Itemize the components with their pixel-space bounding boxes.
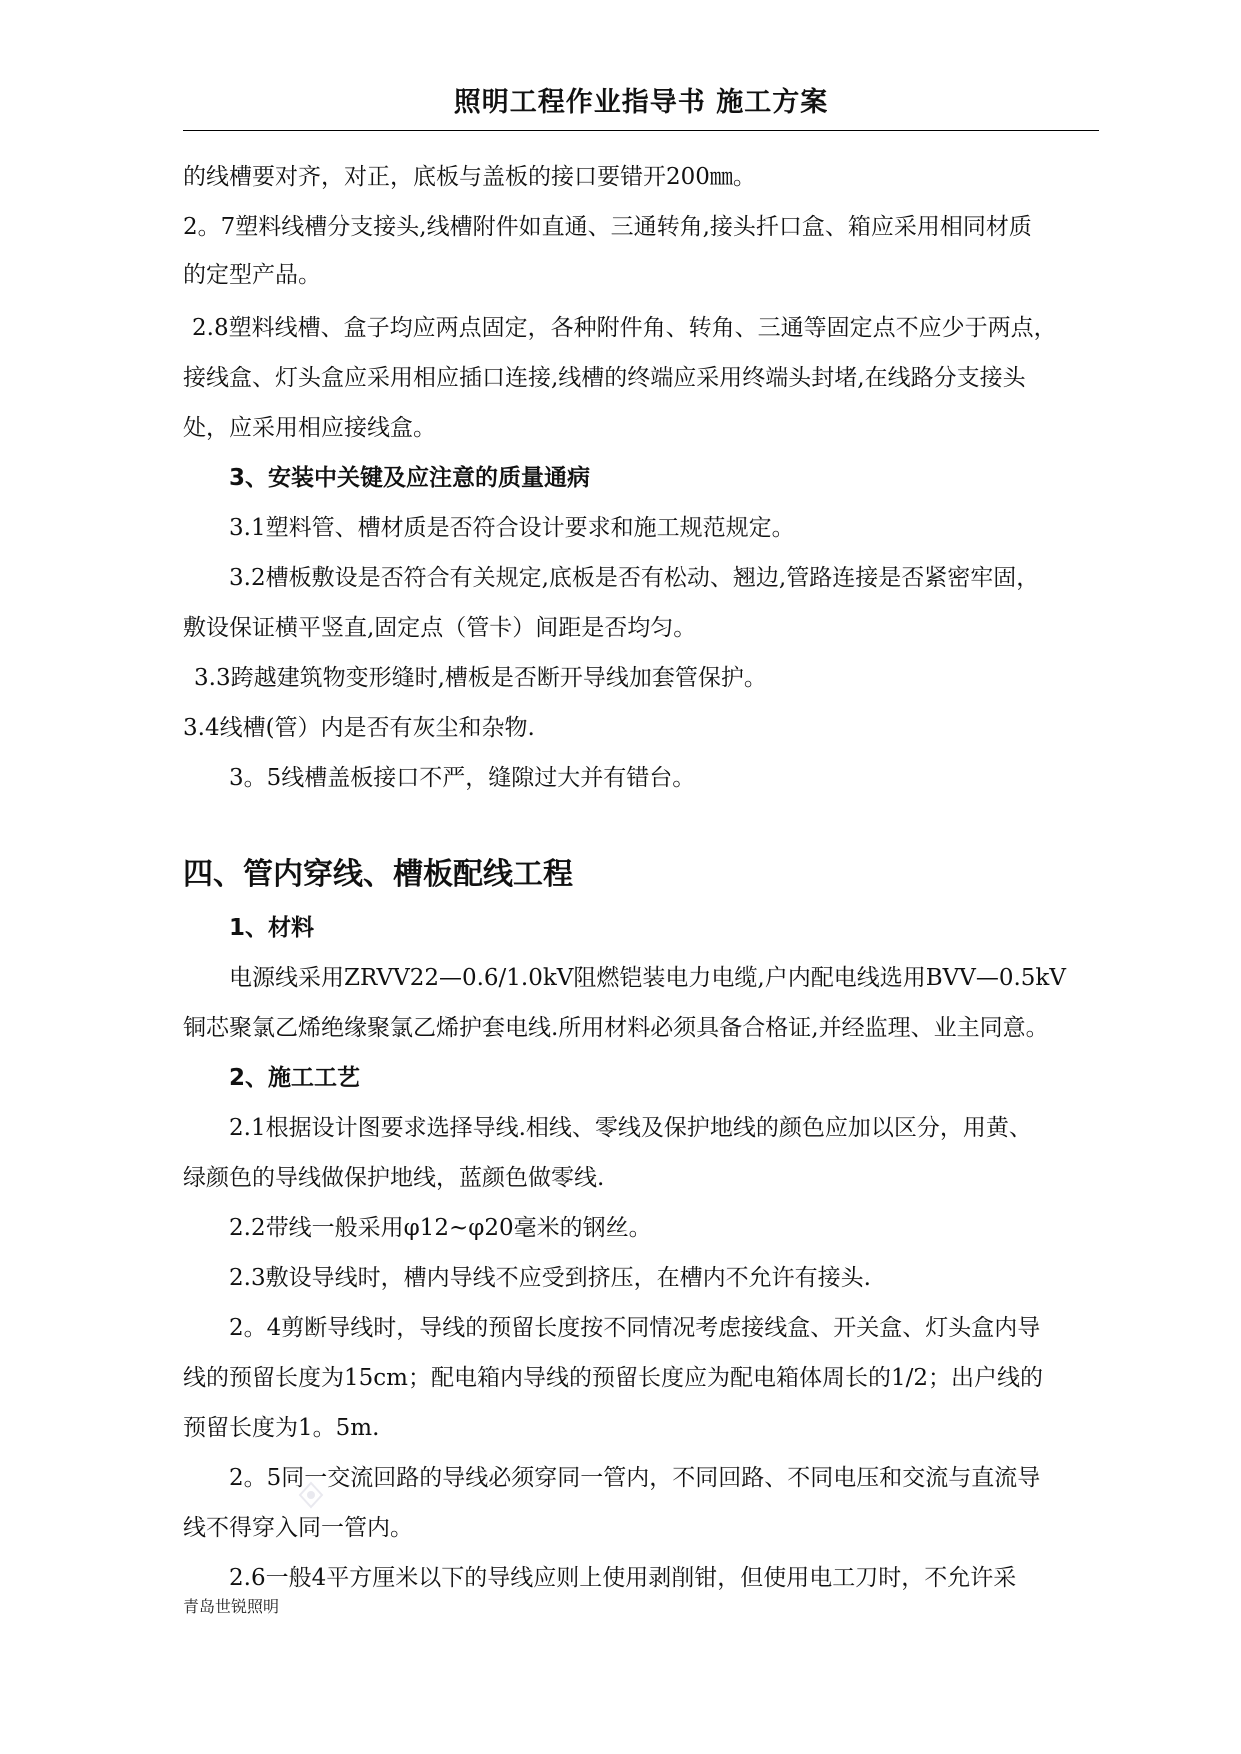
- paragraph-line: 2。5同一交流回路的导线必须穿同一管内，不同回路、不同电压和交流与直流导: [229, 1465, 1041, 1491]
- paragraph-line: 的定型产品。: [183, 262, 321, 288]
- page-header: [183, 84, 1099, 131]
- paragraph-line: 电源线采用ZRVV22—0.6/1.0kV阻燃铠装电力电缆,户内配电线选用BVV—0.5kV: [229, 965, 1066, 991]
- paragraph-line: 的线槽要对齐，对正，底板与盖板的接口要错开200㎜。: [183, 164, 756, 190]
- section-heading: 四、管内穿线、槽板配线工程: [183, 857, 573, 892]
- paragraph-line: 2.6一般4平方厘米以下的导线应则上使用剥削钳，但使用电工刀时，不允许采: [229, 1565, 1017, 1591]
- paragraph-line: 2.2带线一般采用φ12~φ20毫米的钢丝。: [229, 1215, 652, 1241]
- footer-company: 青岛世锐照明: [183, 1597, 280, 1616]
- paragraph-line: 3。5线槽盖板接口不严，缝隙过大并有错台。: [229, 765, 696, 791]
- paragraph-line: 绿颜色的导线做保护地线，蓝颜色做零线.: [183, 1165, 605, 1191]
- paragraph-line: 2。7塑料线槽分支接头,线槽附件如直通、三通转角,接头扦口盒、箱应采用相同材质: [183, 214, 1032, 240]
- subsection-heading: 2、施工工艺: [229, 1065, 361, 1091]
- paragraph-line: 3.4线槽(管）内是否有灰尘和杂物.: [183, 715, 535, 741]
- paragraph-line: 2。4剪断导线时，导线的预留长度按不同情况考虑接线盒、开关盒、灯头盒内导: [229, 1315, 1041, 1341]
- paragraph-line: 3.1塑料管、槽材质是否符合设计要求和施工规范规定。: [229, 515, 795, 541]
- paragraph-line: 3.2槽板敷设是否符合有关规定,底板是否有松动、翘边,管路连接是否紧密牢固，: [229, 565, 1040, 591]
- page-title: 照明工程作业指导书 施工方案: [453, 87, 829, 118]
- paragraph-line: 线不得穿入同一管内。: [183, 1515, 413, 1541]
- paragraph-line: 处，应采用相应接线盒。: [183, 415, 436, 441]
- paragraph-line: 2.8塑料线槽、盒子均应两点固定，各种附件角、转角、三通等固定点不应少于两点，: [192, 315, 1057, 341]
- paragraph-line: 线的预留长度为15cm；配电箱内导线的预留长度应为配电箱体周长的1/2；出户线的: [183, 1365, 1043, 1391]
- watermark-icon: [296, 1480, 326, 1510]
- paragraph-line: 2.1根据设计图要求选择导线.相线、零线及保护地线的颜色应加以区分，用黄、: [229, 1115, 1032, 1141]
- paragraph-line: 铜芯聚氯乙烯绝缘聚氯乙烯护套电线.所用材料必须具备合格证,并经监理、业主同意。: [183, 1015, 1049, 1041]
- paragraph-line: 2.3敷设导线时，槽内导线不应受到挤压，在槽内不允许有接头.: [229, 1265, 871, 1291]
- subsection-heading: 1、材料: [229, 915, 315, 941]
- subsection-heading: 3、安装中关键及应注意的质量通病: [229, 465, 591, 491]
- paragraph-line: 接线盒、灯头盒应采用相应插口连接,线槽的终端应采用终端头封堵,在线路分支接头: [183, 365, 1026, 391]
- paragraph-line: 敷设保证横平竖直,固定点（管卡）间距是否均匀。: [183, 615, 697, 641]
- paragraph-line: 3.3跨越建筑物变形缝时,槽板是否断开导线加套管保护。: [194, 665, 767, 691]
- paragraph-line: 预留长度为1。5m.: [183, 1415, 380, 1441]
